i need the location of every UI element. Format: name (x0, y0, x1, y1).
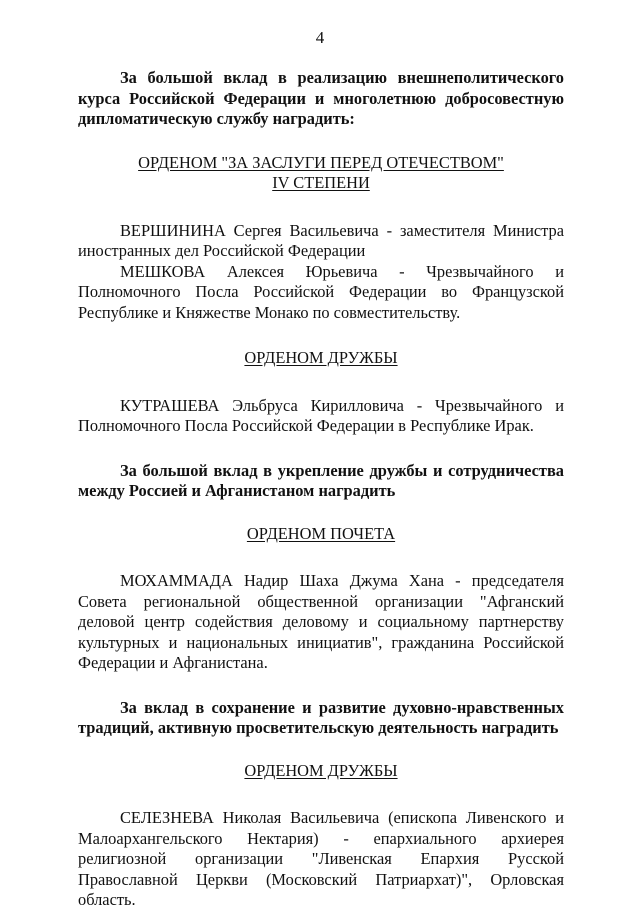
recipient-seleznev: СЕЛЕЗНЕВА Николая Васильевича (епископа Ливенского и Малоархангельского Нектария) - епархиального архиерея религиозной организации "Ливенская Епархия Русской Православной Церкви (Московский Патриархат)", Орловская область. (78, 808, 564, 909)
order-heading-friendship-1: ОРДЕНОМ ДРУЖБЫ (244, 348, 398, 367)
order-heading-friendship-2: ОРДЕНОМ ДРУЖБЫ (244, 760, 398, 780)
recipient-mohammad: МОХАММАДА Надир Шаха Джума Хана - председателя Совета региональной общественной организации "Афганский деловой центр содействия деловому и социальному партнерству культурных и национальных инициатив", гражданина Российской Федерации и Афганистана. (78, 571, 564, 672)
award-intro-diplomatic: За большой вклад в реализацию внешнеполитического курса Российской Федерации и многолетнюю добросовестную дипломатическую службу наградить: (78, 68, 564, 128)
award-intro-afghanistan: За большой вклад в укрепление дружбы и сотрудничества между Россией и Афганистаном наградить (78, 460, 564, 500)
recipient-kutrashev: КУТРАШЕВА Эльбруса Кирилловича - Чрезвычайного и Полномочного Посла Российской Федерации в Республике Ирак. (78, 395, 564, 435)
order-heading-degree: IV СТЕПЕНИ (272, 173, 370, 192)
award-intro-spiritual: За вклад в сохранение и развитие духовно-нравственных традиций, активную просветительскую деятельность наградить (78, 697, 564, 737)
order-heading-line: ОРДЕНОМ "ЗА ЗАСЛУГИ ПЕРЕД ОТЕЧЕСТВОМ" (138, 152, 504, 172)
recipient-meshkov: МЕШКОВА Алексея Юрьевича - Чрезвычайного и Полномочного Посла Российской Федерации во Французской Республике и Княжестве Монако по совместительству. (78, 261, 564, 322)
recipient-vershinin: ВЕРШИНИНА Сергея Васильевича - заместителя Министра иностранных дел Российской Федерации (78, 220, 564, 260)
order-heading-merit-fatherland (78, 153, 564, 194)
decree-content (78, 68, 564, 911)
page-number: 4 (315, 28, 325, 47)
order-heading-honour: ОРДЕНОМ ПОЧЕТА (246, 523, 396, 543)
